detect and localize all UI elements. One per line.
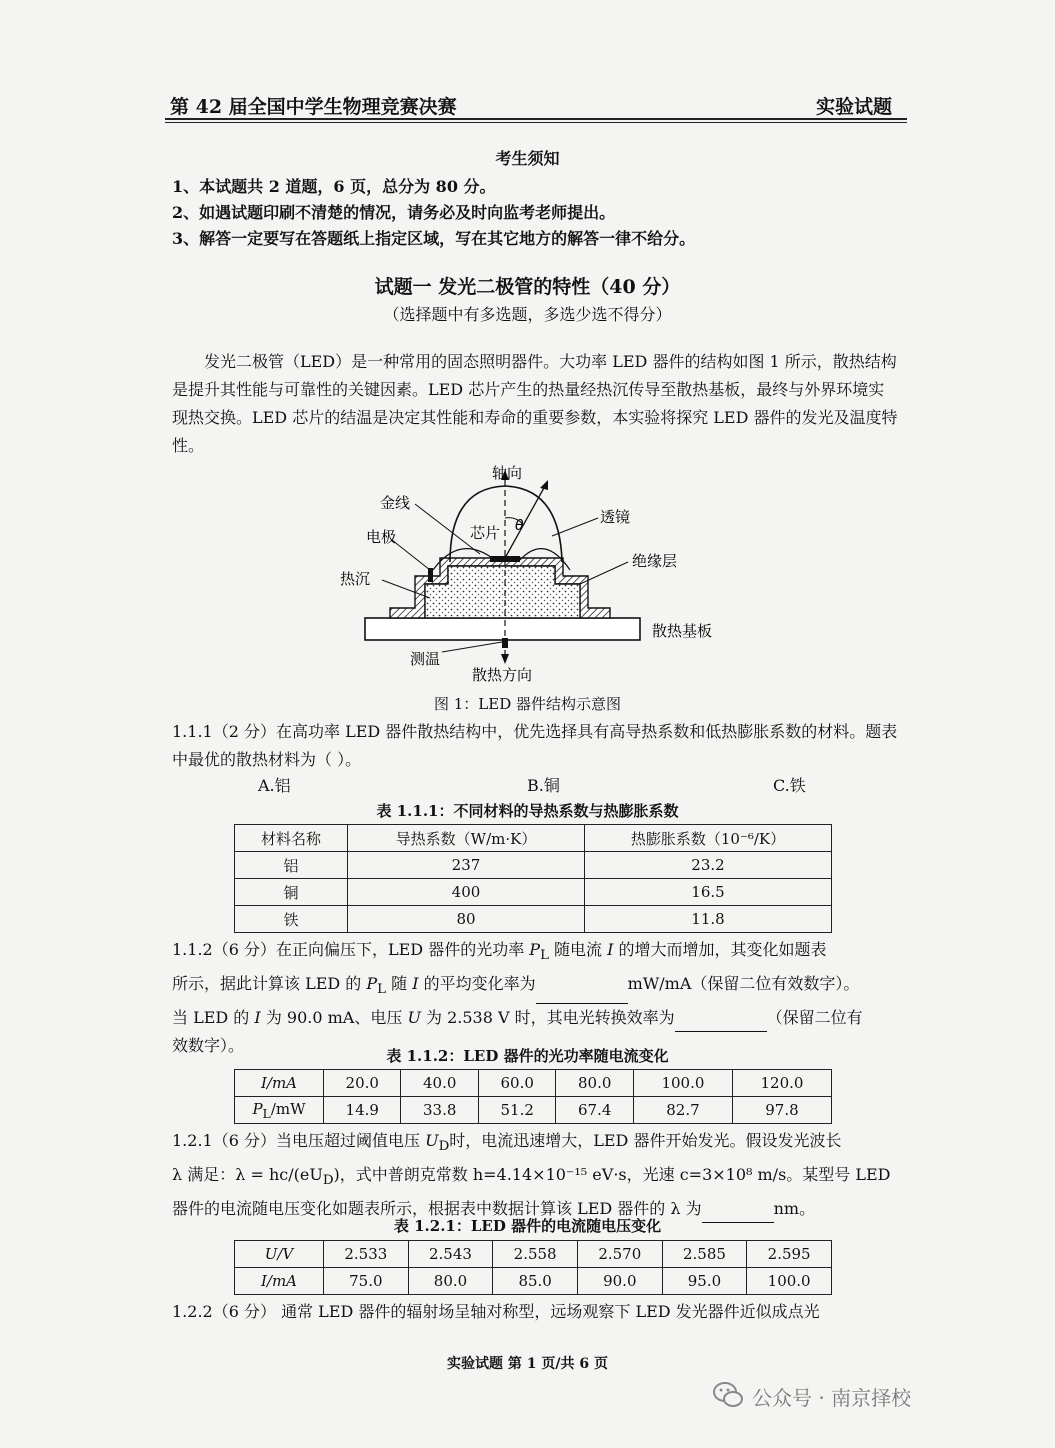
table-row: [235, 1070, 832, 1097]
question-subtitle: （选择题中有多选题，多选少选不得分）: [383, 305, 672, 324]
option-a: A.铝: [258, 776, 291, 795]
table-cell: 95.0: [662, 1268, 747, 1295]
page-footer: 实验试题 第 1 页/共 6 页: [447, 1356, 608, 1372]
table-row-label: I/mA: [235, 1070, 324, 1097]
table-cell: 铜: [235, 879, 348, 906]
question-1-2-1: [172, 1127, 900, 1223]
intro-text: 发光二极管（LED）是一种常用的固态照明器件。大功率 LED 器件的结构如图 1 所示，散热结构是提升其性能与可靠性的关键因素。LED 芯片产生的热量经热沉传导至散热基板，最终与外界环境实现热交换。LED 芯片的结温是决定其性能和寿命的重要参数，本实验将探究 LED 器件的发光及温度特性。: [172, 352, 898, 455]
table-row-label: U/V: [235, 1241, 324, 1268]
table-cell: 2.585: [662, 1241, 747, 1268]
option-c: C.铁: [773, 776, 806, 795]
table-cell: 80: [348, 906, 585, 933]
table-cell: 铝: [235, 852, 348, 879]
angle-ray: [505, 486, 545, 558]
question-1-2-1-line: λ 满足：$\lambda = hc/(eU_D)$，式中普朗克常数 h=4.14×10⁻¹⁵ eV·s，光速 c=3×10⁸ m/s。某型号 LED: [172, 1165, 891, 1189]
table-cell: 2.595: [747, 1241, 832, 1268]
table-1-1-2: [234, 1069, 832, 1124]
table-row: [235, 906, 832, 933]
label-substrate: 散热基板: [652, 622, 713, 640]
label-lens: 透镜: [600, 508, 631, 526]
table-cell: 14.9: [324, 1097, 401, 1124]
table-row-label: $P_L/mW$: [235, 1097, 324, 1124]
notice-line: 1、本试题共 2 道题，6 页，总分为 80 分。: [172, 177, 496, 196]
label-heatsink: 热沉: [340, 570, 371, 588]
question-title: 试题一 发光二极管的特性（40 分）: [374, 276, 681, 298]
table-cell: 75.0: [324, 1268, 409, 1295]
wechat-icon: [712, 1380, 744, 1410]
table-cell: 60.0: [478, 1070, 555, 1097]
table-cell: 82.7: [633, 1097, 732, 1124]
header-rule: [165, 118, 907, 120]
label-gold-wire: 金线: [380, 494, 411, 512]
table-1-2-1: [234, 1240, 832, 1295]
table-row: [235, 879, 832, 906]
table-cell: 400: [348, 879, 585, 906]
substrate-plate: [365, 618, 640, 640]
table-header-row: [235, 825, 832, 852]
table-cell: 20.0: [324, 1070, 401, 1097]
notice-line: 3、解答一定要写在答题纸上指定区域，写在其它地方的解答一律不给分。: [172, 229, 696, 248]
temp-point: [502, 638, 508, 648]
question-1-1-1: [172, 718, 900, 774]
label-theta: θ: [515, 518, 524, 534]
table-header-cell: 热膨胀系数（10⁻⁶/K）: [585, 825, 832, 852]
table-header-cell: 导热系数（W/m·K）: [348, 825, 585, 852]
label-heat-dir: 散热方向: [472, 666, 533, 684]
table-row: [235, 1097, 832, 1124]
lens-dome: [450, 486, 562, 562]
question-1-1-2: [172, 936, 900, 1060]
intro-paragraph: [172, 348, 900, 460]
question-1-1-2-line: 所示，据此计算该 LED 的 $P_L$ 随 I 的平均变化率为 mW/mA（保留二位有效数字）。: [172, 970, 900, 1004]
table-cell: 67.4: [556, 1097, 633, 1124]
table-cell: 120.0: [732, 1070, 831, 1097]
exam-header-type: 实验试题: [816, 96, 893, 118]
table-cell: 90.0: [577, 1268, 662, 1295]
table-cell: 100.0: [633, 1070, 732, 1097]
label-insulation: 绝缘层: [632, 552, 678, 570]
label-chip: 芯片: [470, 524, 501, 542]
table-cell: 2.558: [493, 1241, 578, 1268]
table-cell: 40.0: [401, 1070, 478, 1097]
table-cell: 16.5: [585, 879, 832, 906]
table-cell: 85.0: [493, 1268, 578, 1295]
table-1-2-1-caption: 表 1.2.1：LED 器件的电流随电压变化: [393, 1217, 662, 1235]
answer-blank[interactable]: [536, 985, 628, 1004]
table-cell: 51.2: [478, 1097, 555, 1124]
table-row: [235, 852, 832, 879]
heat-arrow: [501, 654, 509, 664]
label-temp: 测温: [410, 650, 441, 668]
label-axis: 轴向: [492, 464, 523, 482]
table-cell: 23.2: [585, 852, 832, 879]
table-row: [235, 1241, 832, 1268]
header-rule-thin: [165, 122, 907, 123]
notice-line: 2、如遇试题印刷不清楚的情况，请务必及时向监考老师提出。: [172, 203, 616, 222]
question-1-1-2-line: 1.1.2（6 分）在正向偏压下，LED 器件的光功率 $P_L$ 随电流 I 的增大而增加，其变化如题表: [172, 940, 827, 964]
question-1-2-2: [172, 1298, 900, 1326]
led-structure-figure: [330, 458, 750, 688]
watermark-text: 公众号 · 南京择校: [752, 1386, 912, 1410]
table-cell: 铁: [235, 906, 348, 933]
question-1-2-2-text: 1.2.2（6 分） 通常 LED 器件的辐射场呈轴对称型，远场观察下 LED 发光器件近似成点光: [172, 1302, 820, 1321]
table-1-1-1-caption: 表 1.1.1：不同材料的导热系数与热膨胀系数: [376, 802, 679, 820]
question-1-1-2-line: 当 LED 的 I 为 90.0 mA、电压 U 为 2.538 V 时，其电光转换效率为 （保留二位有: [172, 1004, 900, 1032]
table-row-label: I/mA: [235, 1268, 324, 1295]
question-1-1-1-text: 1.1.1（2 分）在高功率 LED 器件散热结构中，优先选择具有高导热系数和低热膨胀系数的材料。题表中最优的散热材料为（ ）。: [172, 722, 898, 769]
table-cell: 97.8: [732, 1097, 831, 1124]
notice-title: 考生须知: [495, 149, 560, 168]
option-b: B.铜: [527, 776, 560, 795]
table-cell: 237: [348, 852, 585, 879]
table-header-cell: 材料名称: [235, 825, 348, 852]
table-cell: 11.8: [585, 906, 832, 933]
question-1-2-1-line: 器件的电流随电压变化如题表所示，根据表中数据计算该 LED 器件的 λ 为 nm。: [172, 1195, 900, 1223]
table-row: [235, 1268, 832, 1295]
table-cell: 2.533: [324, 1241, 409, 1268]
question-1-1-2-line: 效数字）。: [172, 1036, 245, 1056]
table-cell: 100.0: [747, 1268, 832, 1295]
table-cell: 80.0: [408, 1268, 493, 1295]
table-cell: 2.543: [408, 1241, 493, 1268]
table-cell: 80.0: [556, 1070, 633, 1097]
table-cell: 33.8: [401, 1097, 478, 1124]
table-1-1-1: [234, 824, 832, 933]
electrode: [428, 568, 433, 582]
table-cell: 2.570: [577, 1241, 662, 1268]
figure-caption: 图 1：LED 器件结构示意图: [433, 695, 622, 713]
exam-header-title: 第 42 届全国中学生物理竞赛决赛: [170, 96, 457, 118]
label-electrode: 电极: [366, 528, 397, 546]
answer-blank[interactable]: [675, 1013, 767, 1032]
table-1-1-2-caption: 表 1.1.2：LED 器件的光功率随电流变化: [386, 1047, 669, 1065]
question-1-2-1-line: 1.2.1（6 分）当电压超过阈值电压 $U_D$时，电流迅速增大，LED 器件开始发光。假设发光波长: [172, 1131, 842, 1155]
